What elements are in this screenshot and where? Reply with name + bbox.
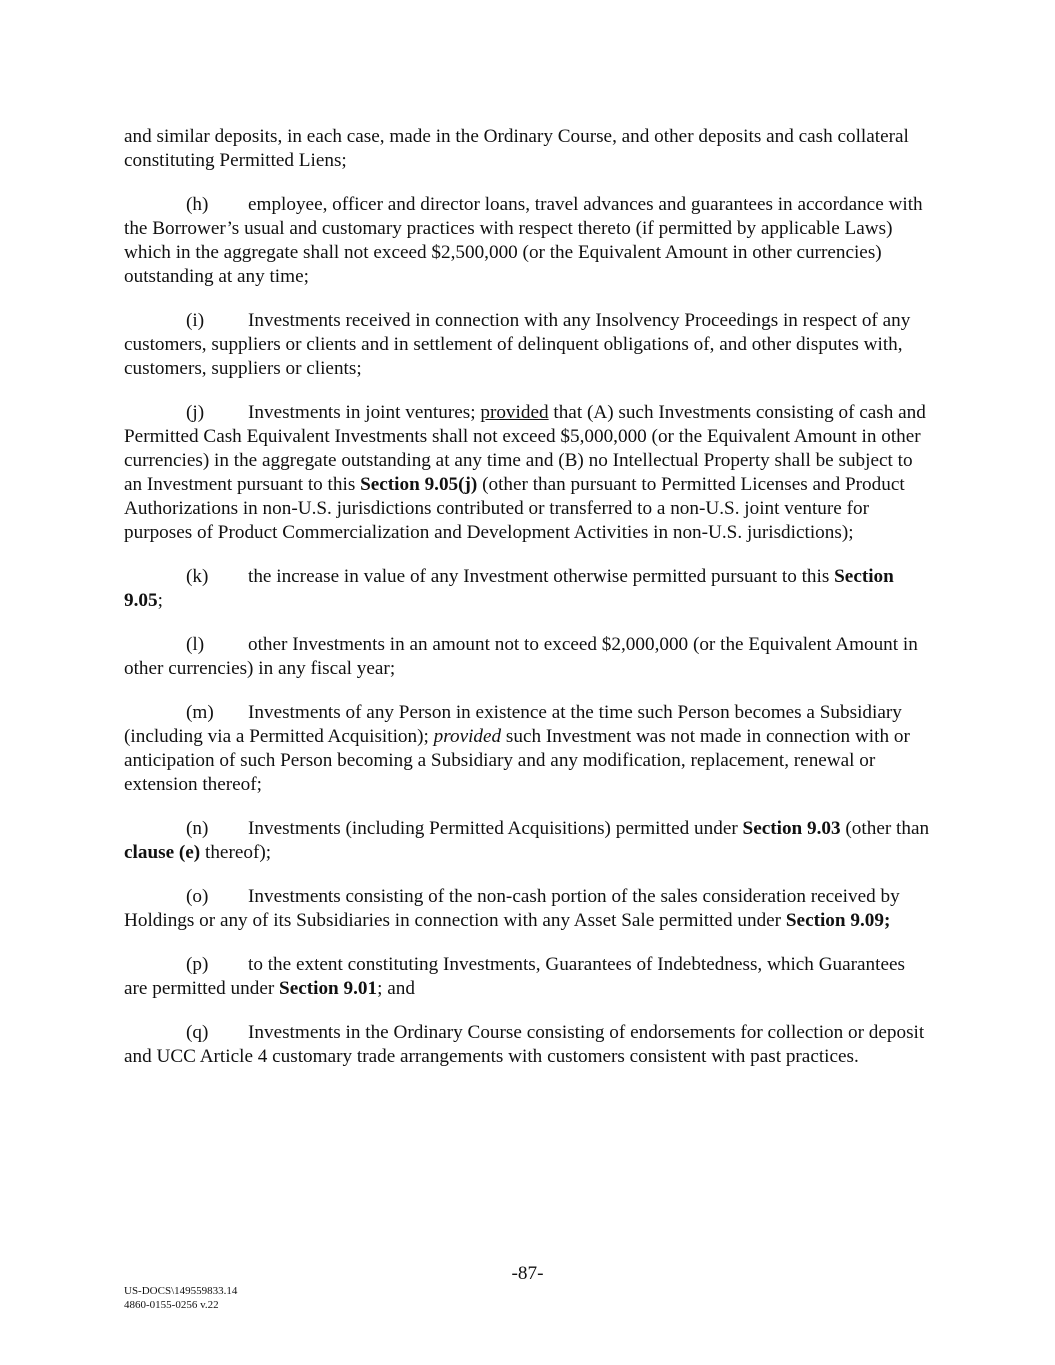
footer-doc-id: US-DOCS\149559833.14 bbox=[124, 1285, 238, 1297]
page-number: -87- bbox=[511, 1263, 544, 1284]
clause-text: (other than pursuant to Permitted Licenses and Product Authorizations in non-U.S. jurisdictions contributed or transferred to a non-U.S. joint venture for purposes of Product Commercialization and Development Activities in non-U.S. jurisdictions); bbox=[124, 474, 905, 543]
clause-label: (o) bbox=[186, 886, 209, 907]
clause-text: ; bbox=[157, 590, 163, 611]
section-reference: Section 9.05(j) bbox=[360, 474, 478, 495]
clause-text: Investments consisting of the non-cash portion of the sales consideration received by Holdings or any of its Subsidiaries in connection with any Asset Sale permitted under bbox=[124, 886, 900, 931]
clause-text: thereof); bbox=[200, 842, 272, 863]
clause-label: (n) bbox=[186, 818, 209, 839]
clause-i bbox=[124, 309, 932, 381]
clause-m bbox=[124, 701, 932, 797]
clause-text: ; and bbox=[377, 978, 415, 999]
clause-p bbox=[124, 953, 932, 1001]
clause-h bbox=[124, 193, 932, 289]
clause-n bbox=[124, 817, 932, 865]
clause-label: (j) bbox=[186, 402, 205, 423]
clause-text: Investments received in connection with any Insolvency Proceedings in respect of any customers, suppliers or clients and in settlement of delinquent obligations of, and other disputes with, customers, suppliers or clients; bbox=[124, 310, 911, 379]
clause-label: (p) bbox=[186, 954, 209, 975]
clause-text: Investments in joint ventures; bbox=[248, 402, 481, 423]
clause-text: other Investments in an amount not to exceed $2,000,000 (or the Equivalent Amount in other currencies) in any fiscal year; bbox=[124, 634, 918, 679]
section-reference: Section 9.09; bbox=[785, 910, 891, 931]
clause-l bbox=[124, 633, 932, 681]
document-body bbox=[124, 125, 932, 1089]
clause-j bbox=[124, 401, 932, 545]
clause-text: (other than bbox=[840, 818, 930, 839]
clause-label: (k) bbox=[186, 566, 209, 587]
clause-text: such Investment was not made in connection with or anticipation of such Person becoming a Subsidiary and any modification, replacement, renewal or extension thereof; bbox=[124, 726, 910, 795]
clause-text: employee, officer and director loans, travel advances and guarantees in accordance with the Borrower’s usual and customary practices with respect thereto (if permitted by applicable Laws) which in the aggregate shall not exceed $2,500,000 (or the Equivalent Amount in other currencies) outstanding at any time; bbox=[124, 194, 923, 287]
clause-reference: clause (e) bbox=[124, 842, 201, 863]
clause-text: the increase in value of any Investment otherwise permitted pursuant to this bbox=[248, 566, 835, 587]
clause-label: (q) bbox=[186, 1022, 209, 1043]
clause-label: (i) bbox=[186, 310, 205, 331]
clause-text: that (A) such Investments consisting of cash and Permitted Cash Equivalent Investments shall not exceed $5,000,000 (or the Equivalent Amount in other currencies) in the aggregate outstanding at any time and (B) no Intellectual Property shall be subject to an Investment pursuant to this bbox=[124, 402, 926, 495]
provided-term: provided bbox=[433, 726, 502, 747]
clause-text: Investments of any Person in existence at the time such Person becomes a Subsidiary (including via a Permitted Acquisition); bbox=[124, 702, 902, 747]
section-reference: Section 9.03 bbox=[742, 818, 841, 839]
clause-text: Investments in the Ordinary Course consisting of endorsements for collection or deposit and UCC Article 4 customary trade arrangements with customers consistent with past practices. bbox=[124, 1022, 925, 1067]
clause-label: (l) bbox=[186, 634, 205, 655]
provided-term: provided bbox=[480, 402, 549, 423]
footer-version: 4860-0155-0256 v.22 bbox=[124, 1299, 219, 1311]
continuation-paragraph: and similar deposits, in each case, made in the Ordinary Course, and other deposits and cash collateral constituting Permitted Liens; bbox=[124, 126, 909, 171]
clause-q bbox=[124, 1021, 932, 1069]
clause-o bbox=[124, 885, 932, 933]
clause-text: to the extent constituting Investments, Guarantees of Indebtedness, which Guarantees are permitted under bbox=[124, 954, 905, 999]
clause-text: Investments (including Permitted Acquisitions) permitted under bbox=[248, 818, 743, 839]
section-reference: Section 9.05 bbox=[124, 566, 894, 611]
clause-k bbox=[124, 565, 932, 613]
section-reference: Section 9.01 bbox=[279, 978, 378, 999]
document-footer bbox=[124, 1284, 237, 1312]
clause-label: (m) bbox=[186, 702, 214, 723]
clause-label: (h) bbox=[186, 194, 209, 215]
